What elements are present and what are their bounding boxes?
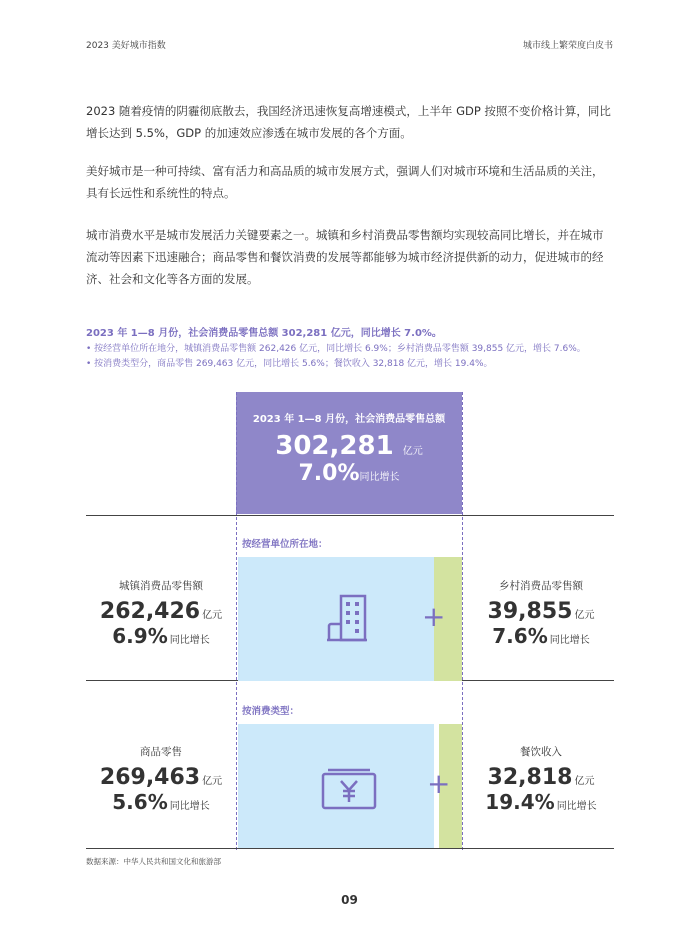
stat-value: 262,426 亿元 [99, 599, 223, 624]
stat-label: 乡村消费品零售额 [499, 580, 583, 592]
growth-label: 同比增长 [359, 472, 400, 483]
paragraph-2: 美好城市是一种可持续、富有活力和高品质的城市发展方式，强调人们对城市环境和生活品质的关注，具有长远性和系统性的特点。 [86, 164, 604, 200]
dashed-divider-right [462, 392, 463, 850]
stat-growth: 5.6% 同比增长 [112, 790, 210, 814]
stat-growth: 6.9% 同比增长 [112, 624, 210, 648]
highlight-title: 2023 年 1—8 月份，社会消费品零售总额 302,281 亿元，同比增长 7.0%。 [86, 328, 442, 339]
plus-icon: + [422, 600, 446, 633]
stat-label: 商品零售 [140, 746, 182, 758]
dashed-divider-left [236, 392, 237, 850]
stat-growth: 7.6% 同比增长 [492, 624, 590, 648]
total-retail-title: 2023 年 1—8 月份，社会消费品零售总额 [252, 414, 446, 425]
paragraph-3: 城市消费水平是城市发展活力关键要素之一。城镇和乡村消费品零售额均实现较高同比增长，并在城市流动等因素下迅速融合；商品零售和餐饮消费的发展等都能够为城市经济提供新的动力，促进城市的经济、社会和文化等各方面的发展。 [86, 228, 604, 286]
stat-label: 餐饮收入 [520, 746, 562, 758]
section-label-type: 按消费类型： [242, 706, 300, 717]
total-retail-value: 302,281 亿元 [275, 431, 423, 461]
divider-line [86, 515, 614, 516]
urban-retail-stat [86, 578, 236, 648]
stat-value: 269,463 亿元 [99, 765, 223, 790]
header-right-title: 城市线上繁荣度白皮书 [522, 41, 613, 51]
goods-retail-stat [86, 744, 236, 814]
page-number: 09 [341, 893, 358, 907]
total-retail-growth: 7.0%同比增长 [298, 461, 400, 486]
catering-income-stat [466, 744, 616, 814]
yen-wallet-icon [320, 760, 378, 812]
total-retail-box [236, 392, 462, 514]
plus-icon: + [427, 767, 451, 800]
paragraph-1: 2023 随着疫情的阴霾彻底散去，我国经济迅速恢复高增速模式，上半年 GDP 按照不变价格计算，同比增长达到 5.5%，GDP 的加速效应渗透在城市发展的各个方面。 [86, 104, 611, 140]
stat-growth: 19.4% 同比增长 [485, 790, 597, 814]
unit-label: 亿元 [402, 446, 423, 457]
header-left-title: 2023 美好城市指数 [86, 41, 166, 51]
highlight-bullet: • 按消费类型分，商品零售 269,463 亿元，同比增长 5.6%；餐饮收入 32,818 亿元，增长 19.4%。 [86, 359, 493, 369]
stat-label: 城镇消费品零售额 [119, 580, 203, 592]
data-source-note: 数据来源：中华人民共和国文化和旅游部 [86, 857, 221, 866]
divider-line [86, 848, 614, 849]
highlight-bullet: • 按经营单位所在地分，城镇消费品零售额 262,426 亿元，同比增长 6.9%；乡村消费品零售额 39,855 亿元，增长 7.6%。 [86, 344, 586, 354]
building-icon [325, 592, 373, 644]
section-label-location: 按经营单位所在地： [242, 539, 328, 550]
stat-value: 39,855 亿元 [487, 599, 595, 624]
stat-value: 32,818 亿元 [487, 765, 595, 790]
rural-retail-stat [466, 578, 616, 648]
